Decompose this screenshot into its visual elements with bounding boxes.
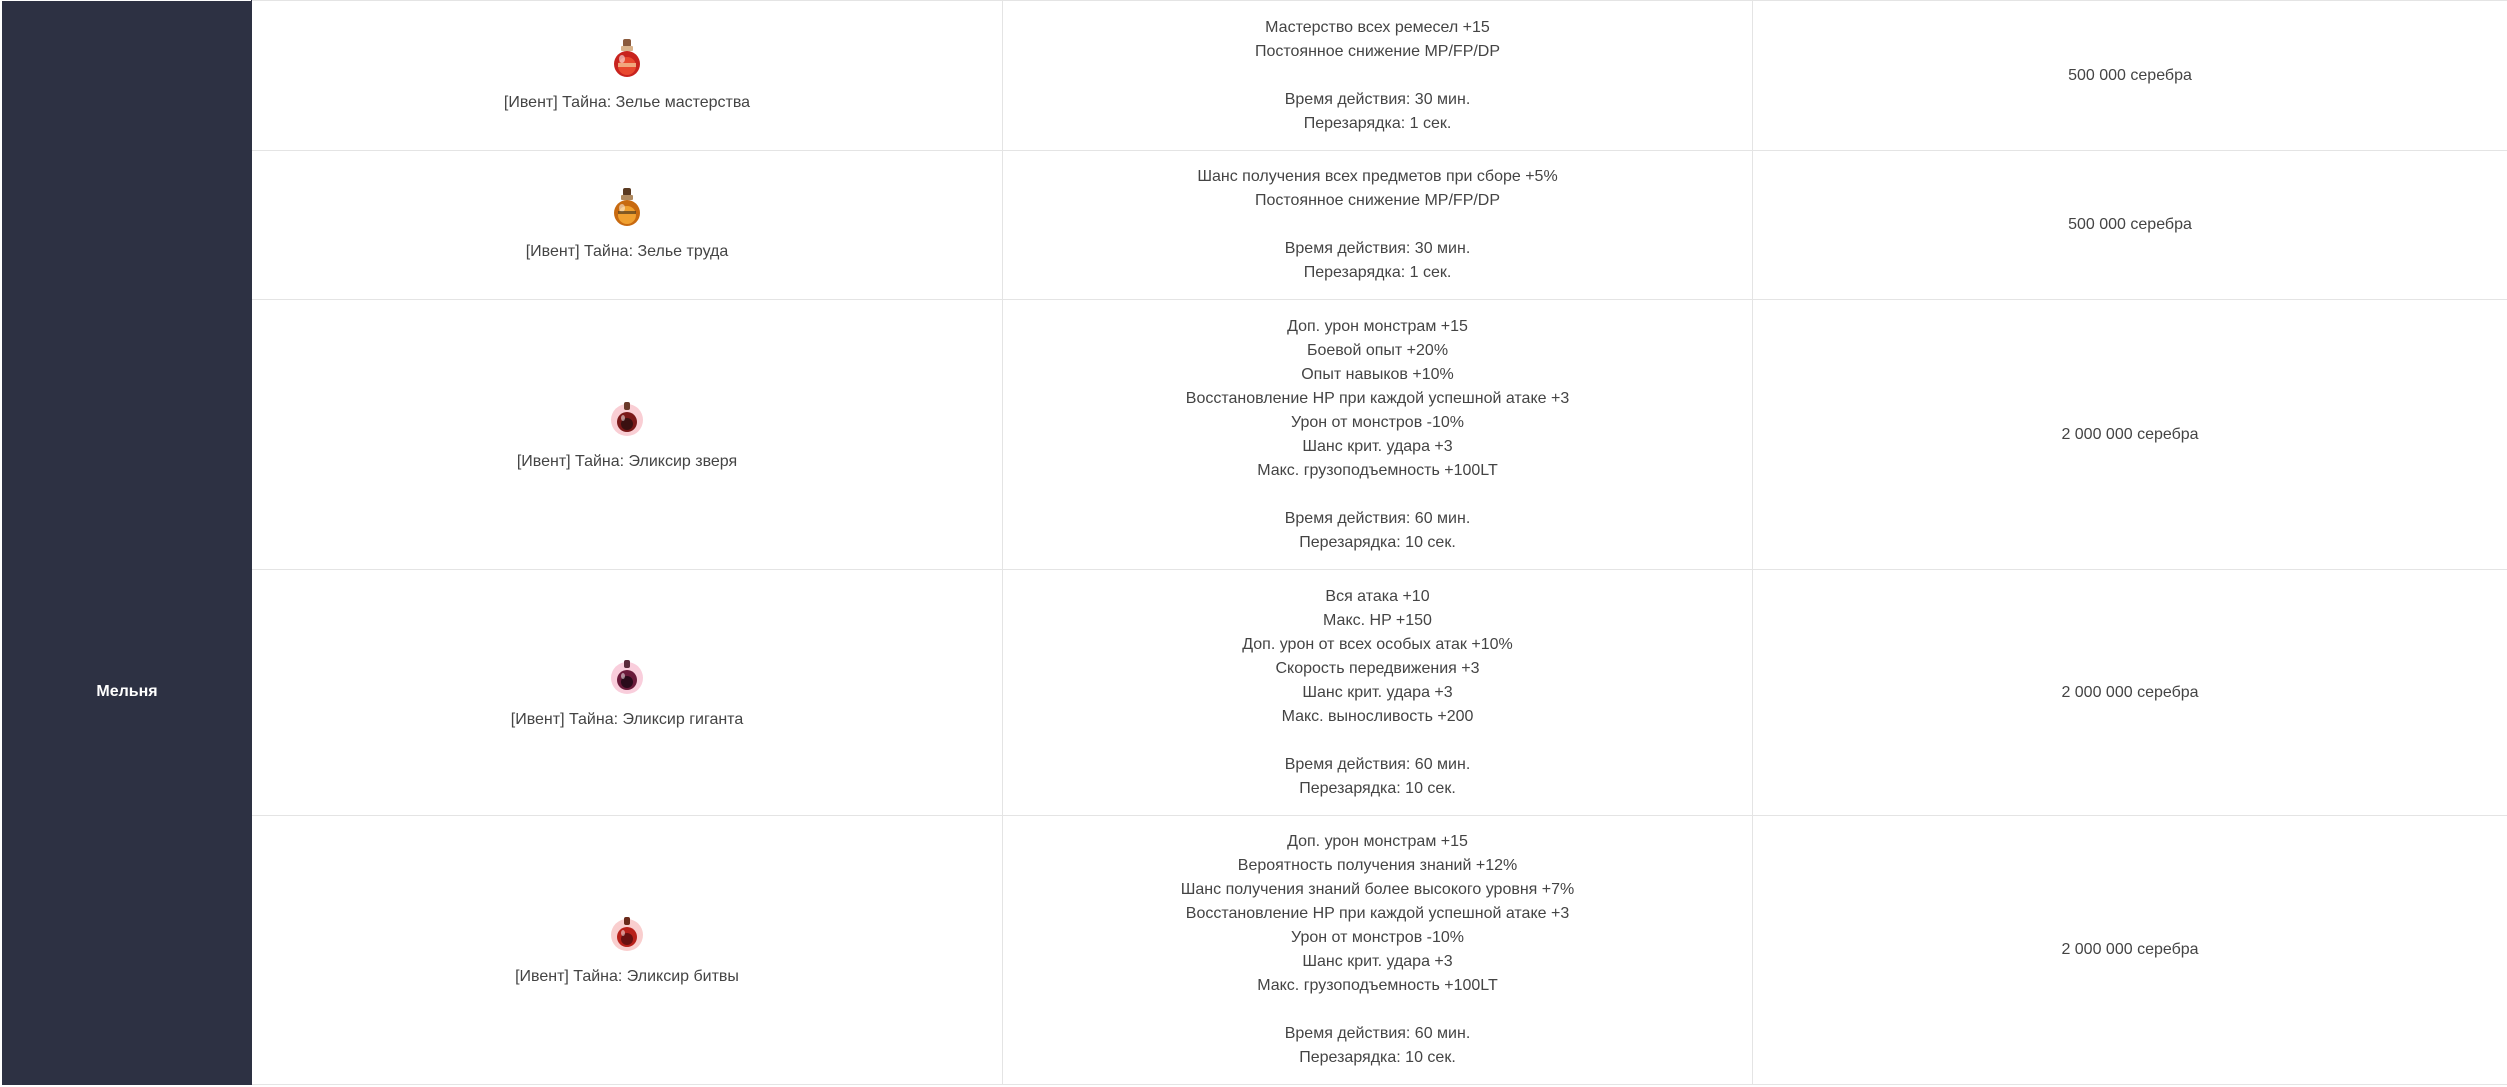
effect-line: Шанс крит. удара +3 — [1302, 437, 1453, 455]
effect-line: Макс. грузоподъемность +100LT — [1257, 461, 1498, 479]
effect-line: Шанс получения знаний более высокого уровня +7% — [1180, 881, 1575, 898]
price: 500 000 серебра — [2068, 66, 2192, 84]
effect-line: Макс. грузоподъемность +100LT — [1257, 977, 1498, 994]
effect-line: Время действия: 60 мин. — [1284, 1025, 1471, 1042]
price-cell — [1753, 300, 2507, 570]
table-row — [3, 300, 2507, 570]
effect-line: Доп. урон от всех особых атак +10% — [1242, 635, 1513, 653]
price: 500 000 серебра — [2068, 216, 2192, 233]
item-name: [Ивент] Тайна: Эликсир битвы — [515, 968, 739, 985]
effect-line: Вероятность получения знаний +12% — [1237, 857, 1518, 874]
effect-line — [1003, 483, 1752, 507]
effect-line: Скорость передвижения +3 — [1275, 659, 1480, 677]
effect-line: Постоянное снижение MP/FP/DP — [1254, 42, 1501, 60]
effect-line: Боевой опыт +20% — [1306, 341, 1449, 359]
item-name: [Ивент] Тайна: Зелье мастерства — [503, 93, 751, 111]
effect-line: Восстановление HP при каждой успешной атаке +3 — [1185, 389, 1570, 407]
effect-line — [1003, 729, 1752, 753]
item-name: [Ивент] Тайна: Зелье труда — [525, 243, 729, 260]
effect-line: Урон от монстров -10% — [1291, 413, 1464, 431]
effect-line: Время действия: 60 мин. — [1284, 755, 1471, 773]
table-row — [3, 570, 2507, 816]
giant-elixir-icon — [609, 654, 645, 698]
effects-cell — [1003, 816, 1753, 1085]
item-cell — [252, 1, 1003, 151]
orange-labor-potion-icon — [609, 186, 645, 230]
effect-line: Мастерство всех ремесел +15 — [1265, 18, 1490, 36]
item-name: [Ивент] Тайна: Эликсир гиганта — [510, 710, 744, 728]
price-cell — [1753, 816, 2507, 1085]
effects-cell — [1003, 1, 1753, 151]
effect-line: Время действия: 30 мин. — [1284, 90, 1471, 108]
item-name: [Ивент] Тайна: Эликсир зверя — [516, 452, 738, 470]
effect-line: Доп. урон монстрам +15 — [1287, 317, 1468, 335]
effect-line: Вся атака +10 — [1325, 587, 1430, 605]
category-cell — [3, 1, 252, 300]
effect-line: Шанс получения всех предметов при сборе +5% — [1197, 168, 1558, 185]
price: 2 000 000 серебра — [2061, 425, 2199, 443]
effect-line: Шанс крит. удара +3 — [1302, 953, 1453, 970]
effects-cell — [1003, 300, 1753, 570]
price-cell — [1753, 1, 2507, 151]
item-cell — [252, 570, 1003, 816]
price-cell — [1753, 570, 2507, 816]
effect-line — [1003, 998, 1752, 1022]
effect-line: Макс. HP +150 — [1323, 611, 1432, 629]
battle-elixir-icon — [609, 911, 645, 955]
items-table — [2, 0, 2507, 1085]
effect-line: Шанс крит. удара +3 — [1302, 683, 1453, 701]
item-cell — [252, 151, 1003, 300]
effect-line — [1003, 213, 1752, 237]
effect-line: Перезарядка: 10 сек. — [1299, 779, 1456, 797]
effect-line: Постоянное снижение MP/FP/DP — [1254, 192, 1501, 209]
effect-line: Время действия: 60 мин. — [1284, 509, 1471, 527]
item-cell — [252, 300, 1003, 570]
effect-line: Урон от монстров -10% — [1291, 929, 1464, 946]
effect-line: Перезарядка: 1 сек. — [1303, 114, 1452, 132]
effect-line: Макс. выносливость +200 — [1281, 707, 1474, 725]
price-cell — [1753, 151, 2507, 300]
table-row — [3, 816, 2507, 1085]
price: 2 000 000 серебра — [2061, 941, 2199, 958]
beast-elixir-icon — [609, 396, 645, 440]
effect-line: Перезарядка: 10 сек. — [1299, 533, 1456, 551]
effects-cell — [1003, 151, 1753, 300]
red-mastery-potion-icon — [609, 37, 645, 81]
effect-line: Перезарядка: 10 сек. — [1299, 1049, 1456, 1066]
table-row — [3, 1, 2507, 151]
effect-line: Доп. урон монстрам +15 — [1287, 833, 1468, 850]
item-cell — [252, 816, 1003, 1085]
effect-line — [1003, 64, 1752, 88]
effect-line: Время действия: 30 мин. — [1284, 240, 1471, 257]
effects-cell — [1003, 570, 1753, 816]
effect-line: Опыт навыков +10% — [1301, 365, 1454, 383]
price: 2 000 000 серебра — [2061, 683, 2199, 701]
category-cell — [3, 300, 252, 1085]
effect-line: Перезарядка: 1 сек. — [1303, 264, 1452, 281]
category-label: Мельня — [96, 683, 158, 700]
table-row — [3, 151, 2507, 300]
effect-line: Восстановление HP при каждой успешной атаке +3 — [1185, 905, 1570, 922]
